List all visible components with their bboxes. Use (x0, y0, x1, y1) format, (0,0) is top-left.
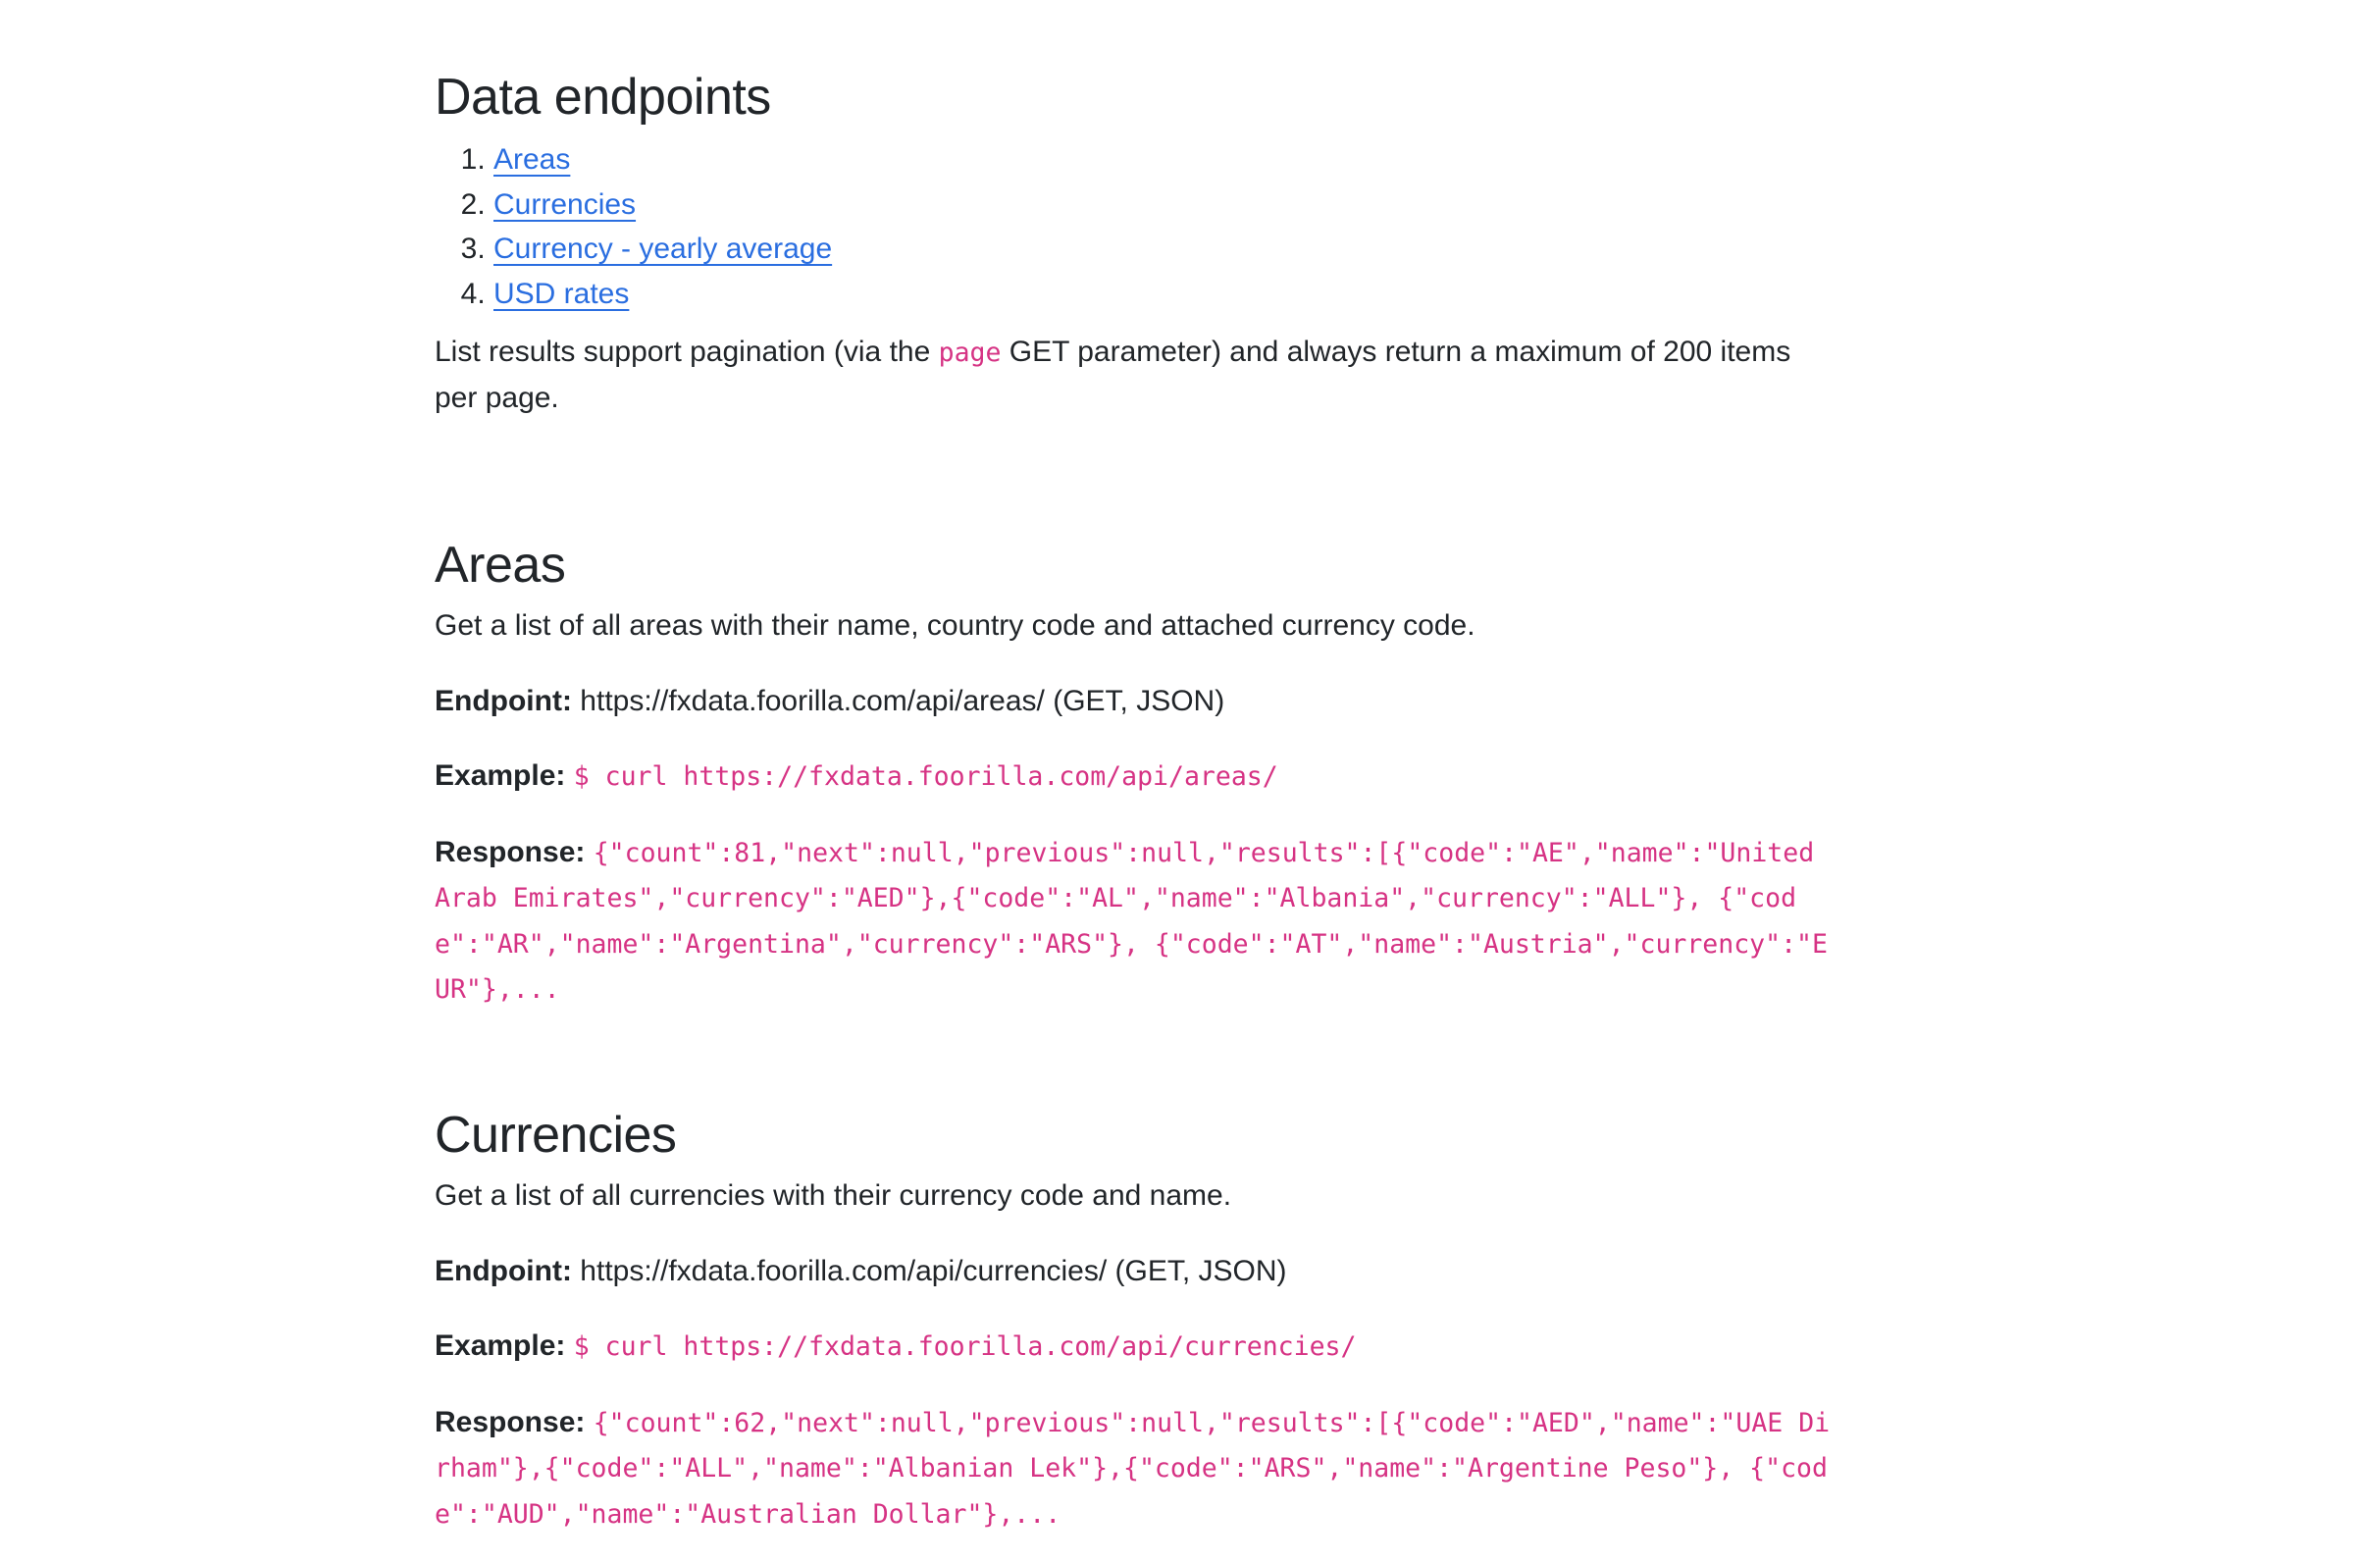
toc-item-currency-yearly-average (493, 227, 1847, 272)
pagination-note (435, 330, 1828, 420)
response-label: Response: (435, 1405, 586, 1438)
endpoint-label: Endpoint: (435, 684, 572, 717)
currencies-response-code: {"count":62,"next":null,"previous":null,"results":[{"code":"AED","name":"UAE Dirham"},{"code":"ALL","name":"Albanian Lek"},{"code":"ARS","name":"Argentine Peso"}, {"code":"AUD","name":"Australian Dollar"},... (435, 1407, 1831, 1530)
areas-example-code: $ curl https://fxdata.foorilla.com/api/areas/ (573, 761, 1278, 792)
toc-title: Data endpoints (435, 69, 771, 126)
toc-item-usd-rates (493, 272, 1847, 317)
toc-link-usd-rates[interactable]: USD rates (493, 277, 630, 310)
toc-item-currencies (493, 182, 1847, 228)
areas-title: Areas (435, 537, 566, 594)
toc-item-areas (493, 137, 1847, 182)
areas-section (435, 535, 1847, 1013)
currencies-example-code: $ curl https://fxdata.foorilla.com/api/currencies/ (573, 1331, 1357, 1362)
pagination-note-text-after: GET parameter) and always return a maximum of 200 items per page. (435, 336, 1791, 414)
currencies-description: Get a list of all currencies with their currency code and name. (435, 1179, 1232, 1212)
areas-response (435, 830, 1837, 1013)
areas-endpoint (435, 679, 1847, 724)
response-label: Response: (435, 835, 586, 868)
toc-link-currencies[interactable]: Currencies (493, 187, 637, 221)
areas-response-code: {"count":81,"next":null,"previous":null,"results":[{"code":"AE","name":"United Arab Emirates","currency":"AED"},{"code":"AL","name":"Albania","currency":"ALL"}, {"code":"AR","name":"Argentina","currency":"ARS"}, {"code":"AT","name":"Austria","currency":"EUR"},... (435, 837, 1828, 1005)
pagination-note-text: List results support pagination (via the (435, 336, 939, 368)
currencies-response (435, 1400, 1837, 1537)
currencies-endpoint (435, 1249, 1847, 1294)
areas-description: Get a list of all areas with their name, country code and attached currency code. (435, 609, 1475, 642)
example-label: Example: (435, 1329, 566, 1362)
toc-link-areas[interactable]: Areas (493, 143, 571, 176)
currencies-title: Currencies (435, 1107, 677, 1164)
currencies-example (435, 1324, 1847, 1370)
currencies-section (435, 1105, 1847, 1536)
areas-endpoint-url: https://fxdata.foorilla.com/api/areas/ (GET, JSON) (580, 684, 1225, 717)
endpoint-label: Endpoint: (435, 1254, 572, 1287)
toc-list (435, 137, 1847, 316)
areas-example (435, 754, 1847, 800)
page-param-code: page (938, 338, 1002, 368)
currencies-endpoint-url: https://fxdata.foorilla.com/api/currencies/ (GET, JSON) (580, 1254, 1287, 1287)
example-label: Example: (435, 759, 566, 792)
toc-section (435, 67, 1847, 420)
toc-link-currency-yearly-average[interactable]: Currency - yearly average (493, 233, 833, 265)
